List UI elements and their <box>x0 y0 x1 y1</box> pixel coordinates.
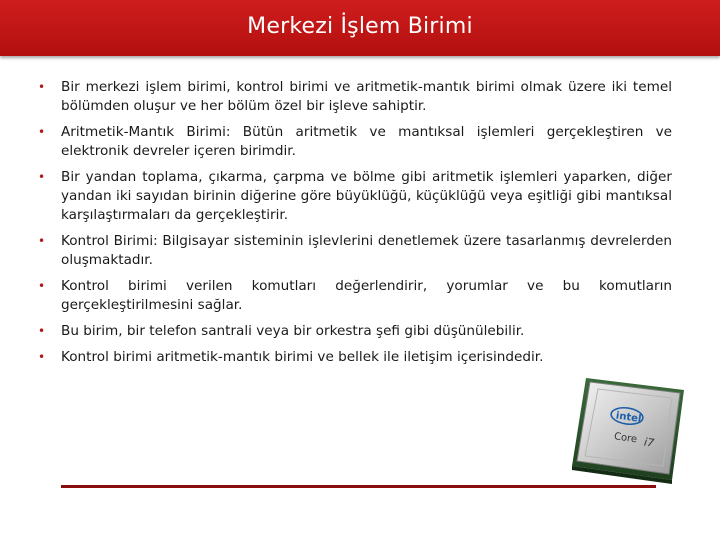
bullet-icon: • <box>38 234 46 248</box>
bullet-item <box>38 78 672 116</box>
bullet-item <box>38 348 672 367</box>
title-bar <box>0 0 720 56</box>
slide-title: Merkezi İşlem Birimi <box>247 14 473 39</box>
bullet-item <box>38 168 672 225</box>
bullet-item <box>38 277 672 315</box>
bullet-text: Bütün aritmetik ve mantıksal işlemleri gerçekleştiren ve elektronik devreler içeren birimdir. <box>61 124 672 159</box>
bullet-term: Aritmetik-Mantık Birimi: <box>61 124 231 140</box>
cpu-chip-icon <box>568 368 690 486</box>
bullet-icon: • <box>38 279 46 293</box>
bullet-text: Bu birim, bir telefon santrali veya bir orkestra şefi gibi düşünülebilir. <box>61 323 525 339</box>
bullet-icon: • <box>38 324 46 338</box>
chip-model-suffix: i7 <box>643 435 655 450</box>
bullet-icon: • <box>38 350 46 364</box>
bullet-icon: • <box>38 125 46 139</box>
bullet-text: Kontrol birimi verilen komutları değerlendirir, yorumlar ve bu komutların gerçekleştirilmesini sağlar. <box>61 278 672 313</box>
bullet-icon: • <box>38 80 46 94</box>
bullet-icon: • <box>38 170 46 184</box>
bullet-text: Bir yandan toplama, çıkarma, çarpma ve bölme gibi aritmetik işlemleri yaparken, diğer yandan iki sayıdan birinin diğerine göre büyüklüğü, küçüklüğü veya eşitliği gibi mantıksal karşılaştırmaları da gerçekleştirir. <box>61 169 672 223</box>
chip-model-prefix: Core <box>613 431 638 446</box>
bullet-term: Kontrol Birimi: <box>61 233 158 249</box>
bullet-item <box>38 232 672 270</box>
cpu-chip-image <box>568 368 690 486</box>
chip-brand-label: intel <box>615 410 642 425</box>
bullet-item <box>38 322 672 341</box>
bullet-text: Kontrol birimi aritmetik-mantık birimi ve bellek ile iletişim içerisindedir. <box>61 349 544 365</box>
bottom-divider <box>61 485 656 488</box>
bullet-text: Bilgisayar sisteminin işlevlerini denetlemek üzere tasarlanmış devrelerden oluşmaktadır. <box>61 233 672 268</box>
bullet-text: Bir merkezi işlem birimi, kontrol birimi ve aritmetik-mantık birimi olmak üzere iki temel bölümden oluşur ve her bölüm özel bir işleve sahiptir. <box>61 79 672 114</box>
bullet-item <box>38 123 672 161</box>
bullet-list <box>38 78 672 374</box>
